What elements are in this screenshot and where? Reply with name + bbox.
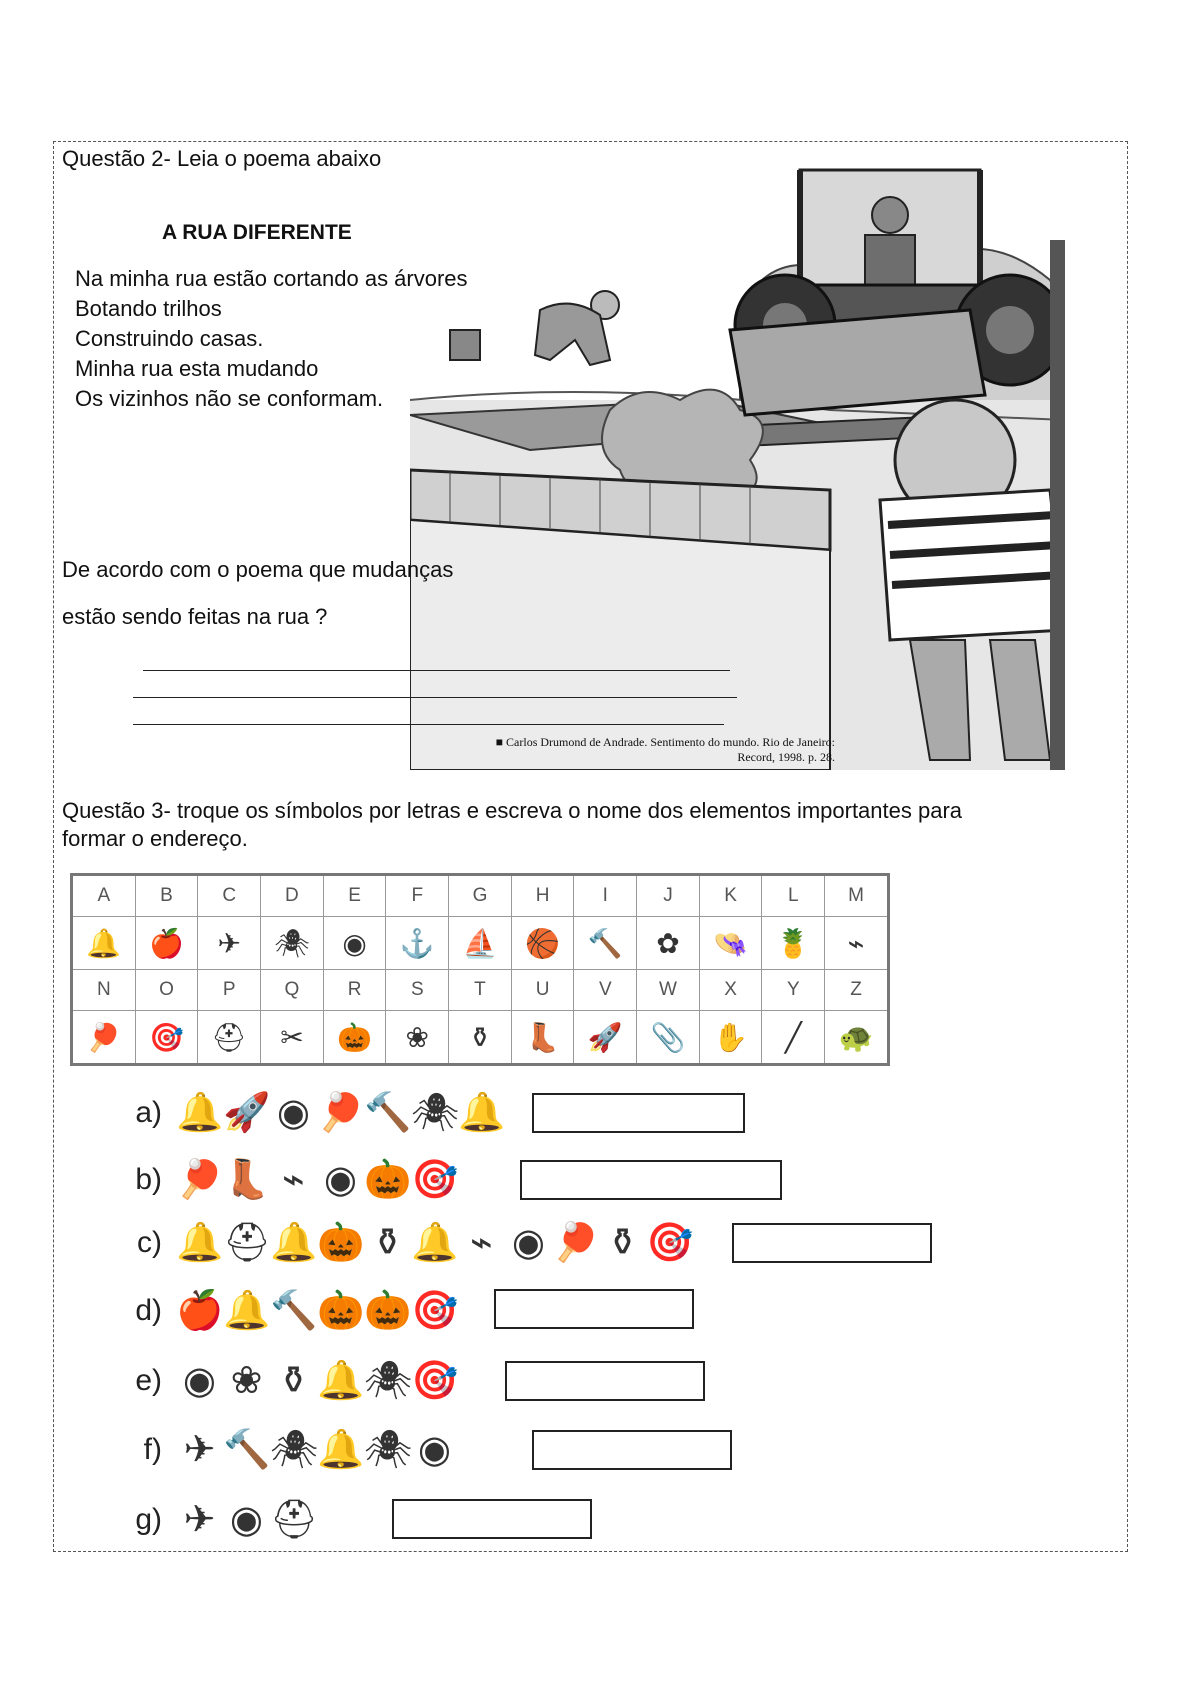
puzzle-symbol-icon: 🔔 xyxy=(317,1360,365,1402)
answer-line[interactable] xyxy=(133,697,737,698)
cipher-letter: K xyxy=(699,875,762,917)
cipher-letter: J xyxy=(637,875,700,917)
answer-box-b[interactable] xyxy=(520,1160,782,1200)
item-label: d) xyxy=(135,1294,162,1327)
answer-line[interactable] xyxy=(143,670,730,671)
puzzle-symbol-icon: ❀ xyxy=(230,1360,263,1402)
symbol-puzzle-row xyxy=(128,1422,458,1478)
cipher-symbol-icon: 🚀 xyxy=(574,1011,637,1065)
cipher-symbol-icon: 👢 xyxy=(511,1011,574,1065)
poem-credit xyxy=(496,735,835,765)
credit-line: ■ Carlos Drumond de Andrade. Sentimento do mundo. Rio de Janeiro: xyxy=(495,735,835,749)
poem-title: A RUA DIFERENTE xyxy=(162,221,352,244)
puzzle-symbol-icon: ◉ xyxy=(511,1222,546,1264)
puzzle-symbol-icon: 🏓 xyxy=(176,1159,224,1201)
puzzle-symbol-icon: 🕷 xyxy=(364,1360,413,1402)
puzzle-symbol-icon: ◉ xyxy=(276,1092,311,1134)
cipher-symbol-icon: 🔔 xyxy=(72,917,136,970)
poem-text xyxy=(75,264,468,414)
cipher-symbol-icon: 🏓 xyxy=(72,1011,136,1065)
symbol-puzzle-row xyxy=(128,1283,458,1339)
cipher-symbol-icon: ◉ xyxy=(323,917,386,970)
puzzle-symbol-icon: 🕷 xyxy=(270,1429,319,1471)
item-label: c) xyxy=(137,1226,162,1259)
answer-box-a[interactable] xyxy=(532,1093,745,1133)
poem-line: Construindo casas. xyxy=(75,326,264,351)
cipher-letter: A xyxy=(72,875,136,917)
cipher-letter: W xyxy=(637,970,700,1011)
puzzle-symbol-icon: 🔔 xyxy=(411,1222,459,1264)
cipher-symbol-icon: 🕷 xyxy=(261,917,324,970)
cipher-symbol-icon: ⛑ xyxy=(198,1011,261,1065)
cipher-symbol-icon: 🎯 xyxy=(135,1011,198,1065)
cipher-letter: G xyxy=(449,875,512,917)
cipher-symbol-icon: ✈ xyxy=(198,917,261,970)
cipher-letter: U xyxy=(511,970,574,1011)
puzzle-symbol-icon: ⚱ xyxy=(371,1222,404,1264)
cipher-letter: V xyxy=(574,970,637,1011)
cipher-letter: R xyxy=(323,970,386,1011)
puzzle-symbol-icon: 🏓 xyxy=(552,1222,600,1264)
q2-question-line1: De acordo com o poema que mudanças xyxy=(62,557,454,582)
item-label: f) xyxy=(143,1433,162,1466)
puzzle-symbol-icon: 🎯 xyxy=(411,1290,459,1332)
cipher-letter: D xyxy=(261,875,324,917)
puzzle-symbol-icon: 🔔 xyxy=(223,1290,271,1332)
puzzle-symbol-icon: 🎃 xyxy=(317,1222,365,1264)
puzzle-symbol-icon: 🎯 xyxy=(411,1159,459,1201)
puzzle-symbol-icon: ⌁ xyxy=(470,1222,493,1264)
puzzle-symbol-icon: 🎃 xyxy=(364,1159,412,1201)
symbol-puzzle-row xyxy=(128,1353,458,1409)
puzzle-symbol-icon: 🍎 xyxy=(176,1290,224,1332)
puzzle-symbol-icon: ✈ xyxy=(183,1499,216,1541)
puzzle-symbol-icon: 🔨 xyxy=(270,1290,318,1332)
answer-box-c[interactable] xyxy=(732,1223,932,1263)
poem-line: Minha rua esta mudando xyxy=(75,356,319,381)
cipher-symbol-icon: ✂ xyxy=(261,1011,324,1065)
symbol-puzzle-row xyxy=(128,1152,458,1208)
cipher-letter: M xyxy=(825,875,889,917)
puzzle-symbol-icon: 🎯 xyxy=(646,1222,694,1264)
puzzle-symbol-icon: 🎃 xyxy=(317,1290,365,1332)
cipher-symbol-icon: ⛵ xyxy=(449,917,512,970)
answer-box-f[interactable] xyxy=(532,1430,732,1470)
puzzle-symbol-icon: ◉ xyxy=(417,1429,452,1471)
puzzle-symbol-icon: 👢 xyxy=(223,1159,271,1201)
cipher-letter: I xyxy=(574,875,637,917)
answer-box-g[interactable] xyxy=(392,1499,592,1539)
puzzle-symbol-icon: ✈ xyxy=(183,1429,216,1471)
puzzle-symbol-icon: ◉ xyxy=(229,1499,264,1541)
cipher-letter: T xyxy=(449,970,512,1011)
cipher-letter: S xyxy=(386,970,449,1011)
puzzle-symbol-icon: ⌁ xyxy=(282,1159,305,1201)
puzzle-symbol-icon: ⛑ xyxy=(223,1222,272,1264)
cipher-symbol-icon: 🎃 xyxy=(323,1011,386,1065)
cipher-letter: Q xyxy=(261,970,324,1011)
cipher-symbol-icon: 🐢 xyxy=(825,1011,889,1065)
cipher-symbol-icon: ⚱ xyxy=(449,1011,512,1065)
answer-box-e[interactable] xyxy=(505,1361,705,1401)
cipher-letter: E xyxy=(323,875,386,917)
cipher-symbol-icon: ✋ xyxy=(699,1011,762,1065)
symbol-puzzle-row xyxy=(128,1492,317,1548)
cipher-symbol-icon: ⌁ xyxy=(825,917,889,970)
cipher-symbol-icon: ╱ xyxy=(762,1011,825,1065)
puzzle-symbol-icon: ⚱ xyxy=(606,1222,639,1264)
puzzle-symbol-icon: 🚀 xyxy=(223,1092,271,1134)
symbol-puzzle-row xyxy=(128,1215,693,1271)
puzzle-symbol-icon: 🔔 xyxy=(176,1092,224,1134)
cipher-letter: X xyxy=(699,970,762,1011)
cipher-letter: P xyxy=(198,970,261,1011)
answer-line[interactable] xyxy=(133,724,724,725)
puzzle-symbol-icon: 🔔 xyxy=(176,1222,224,1264)
cipher-symbol-icon: 🍍 xyxy=(762,917,825,970)
puzzle-symbol-icon: ⛑ xyxy=(270,1499,319,1541)
item-label: b) xyxy=(135,1163,162,1196)
cipher-symbol-icon: ❀ xyxy=(386,1011,449,1065)
cipher-letter: B xyxy=(135,875,198,917)
puzzle-symbol-icon: 🔨 xyxy=(223,1429,271,1471)
answer-box-d[interactable] xyxy=(494,1289,694,1329)
credit-line: Record, 1998. p. 28. xyxy=(737,750,835,764)
cipher-letter: Y xyxy=(762,970,825,1011)
construction-illustration xyxy=(410,160,1065,770)
cipher-table xyxy=(70,873,890,1066)
puzzle-symbol-icon: 🎯 xyxy=(411,1360,459,1402)
cipher-letter: F xyxy=(386,875,449,917)
q2-question-line2: estão sendo feitas na rua ? xyxy=(62,604,328,629)
cipher-letter: H xyxy=(511,875,574,917)
puzzle-symbol-icon: ⚱ xyxy=(277,1360,310,1402)
q3-heading-line2: formar o endereço. xyxy=(62,826,248,851)
puzzle-symbol-icon: 🔔 xyxy=(458,1092,506,1134)
cipher-symbol-icon: 👒 xyxy=(699,917,762,970)
puzzle-symbol-icon: 🕷 xyxy=(364,1429,413,1471)
cipher-symbol-icon: 🔨 xyxy=(574,917,637,970)
poem-line: Botando trilhos xyxy=(75,296,222,321)
puzzle-symbol-icon: 🔔 xyxy=(270,1222,318,1264)
puzzle-symbol-icon: 🎃 xyxy=(364,1290,412,1332)
poem-line: Os vizinhos não se conformam. xyxy=(75,386,384,411)
puzzle-symbol-icon: 🔔 xyxy=(317,1429,365,1471)
cipher-letter: O xyxy=(135,970,198,1011)
puzzle-symbol-icon: ◉ xyxy=(182,1360,217,1402)
puzzle-symbol-icon: 🕷 xyxy=(411,1092,460,1134)
cipher-symbol-icon: 📎 xyxy=(637,1011,700,1065)
cipher-symbol-icon: 🍎 xyxy=(135,917,198,970)
cipher-letter: L xyxy=(762,875,825,917)
puzzle-symbol-icon: 🔨 xyxy=(364,1092,412,1134)
cipher-letter: Z xyxy=(825,970,889,1011)
q2-heading: Questão 2- Leia o poema abaixo xyxy=(62,146,382,171)
item-label: a) xyxy=(135,1096,162,1129)
poem-line: Na minha rua estão cortando as árvores xyxy=(75,266,468,291)
cipher-symbol-icon: ⚓ xyxy=(386,917,449,970)
item-label: g) xyxy=(135,1503,162,1536)
symbol-puzzle-row xyxy=(128,1085,505,1141)
cipher-symbol-icon: 🏀 xyxy=(511,917,574,970)
cipher-letter: N xyxy=(72,970,136,1011)
puzzle-symbol-icon: 🏓 xyxy=(317,1092,365,1134)
item-label: e) xyxy=(135,1364,162,1397)
q3-heading-line1: Questão 3- troque os símbolos por letras e escreva o nome dos elementos importantes para xyxy=(62,798,963,823)
puzzle-symbol-icon: ◉ xyxy=(323,1159,358,1201)
cipher-symbol-icon: ✿ xyxy=(637,917,700,970)
cipher-letter: C xyxy=(198,875,261,917)
